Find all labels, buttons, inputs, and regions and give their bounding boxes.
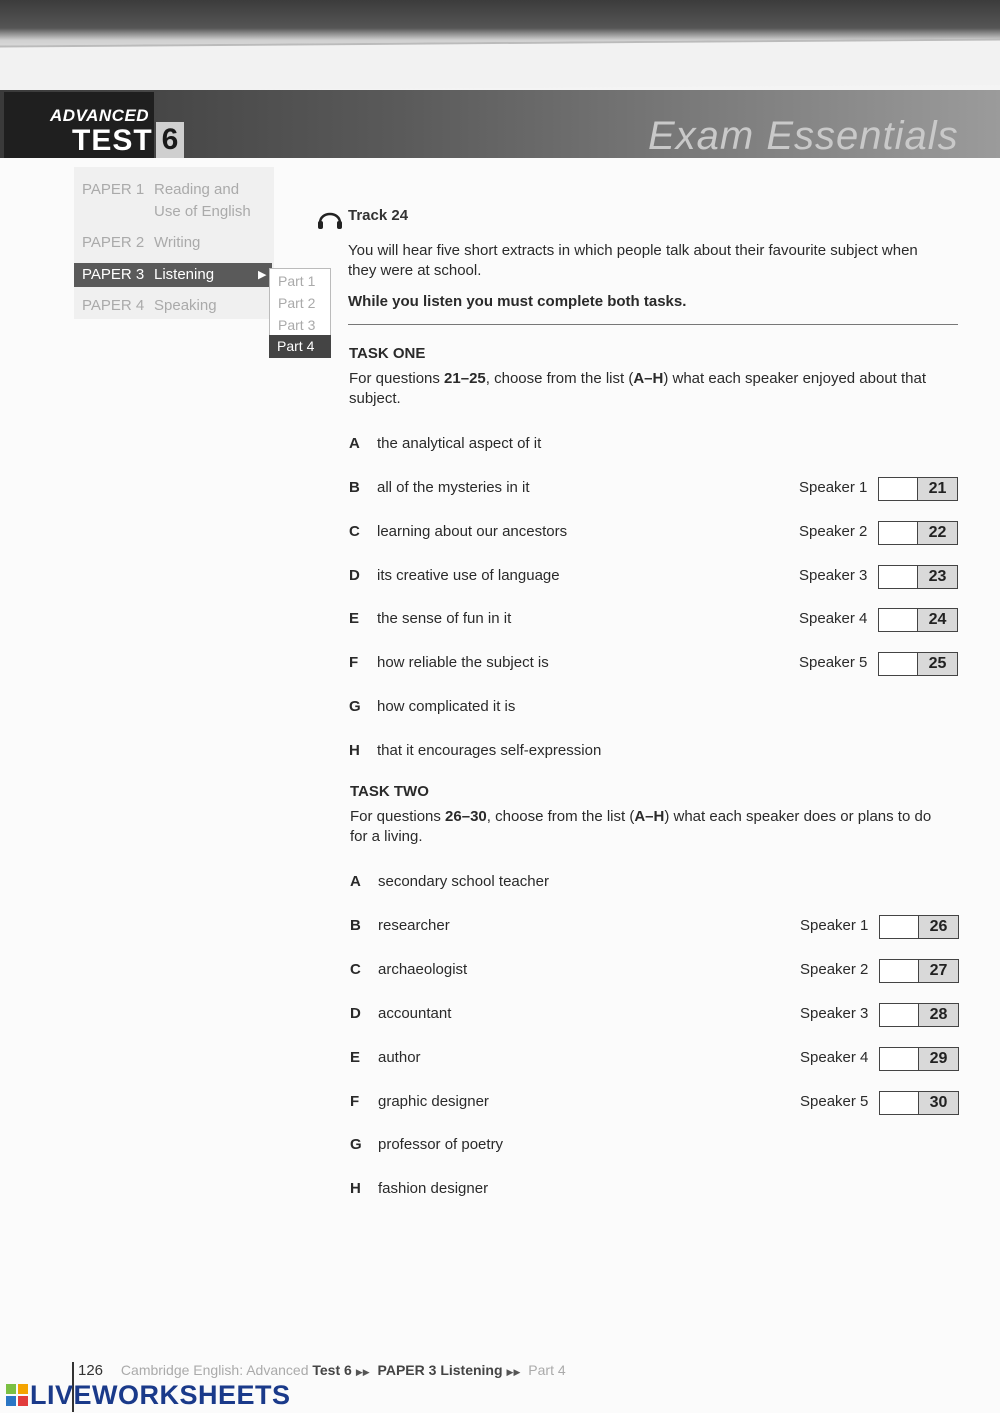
part-2-item[interactable]: Part 2 — [278, 295, 316, 311]
task-two-option-g: G professor of poetry — [350, 1136, 504, 1153]
answer-box-23[interactable]: 23 — [878, 565, 958, 589]
sidebar-item-paper1[interactable]: PAPER 1 Reading and — [82, 181, 240, 198]
task-one-title: TASK ONE — [349, 345, 426, 362]
footer-part: Part 4 — [528, 1362, 566, 1378]
sidebar-item-paper3[interactable]: PAPER 3 Listening ▶ — [74, 263, 272, 287]
task-two-speaker-1: Speaker 1 — [800, 917, 869, 934]
breadcrumb-arrow-icon: ▶▶ — [506, 1367, 521, 1377]
answer-box-22[interactable]: 22 — [878, 521, 958, 545]
answer-box-28[interactable]: 28 — [879, 1003, 959, 1027]
advanced-label: ADVANCED — [50, 106, 150, 125]
test-label-box — [4, 92, 154, 158]
paper-sidebar — [74, 167, 274, 319]
answer-box-25[interactable]: 25 — [878, 652, 958, 676]
task-one-option-f: F how reliable the subject is — [349, 654, 549, 671]
headphones-icon — [316, 205, 344, 231]
scan-fold — [0, 39, 1000, 92]
answer-box-30[interactable]: 30 — [879, 1091, 959, 1115]
footer-paper: PAPER 3 — [377, 1362, 437, 1378]
task-two-speaker-4: Speaker 4 — [800, 1049, 869, 1066]
task-two-title: TASK TWO — [350, 783, 429, 800]
answer-box-26[interactable]: 26 — [879, 915, 959, 939]
task-two-option-d: D accountant — [350, 1005, 452, 1022]
task-one-option-b: B all of the mysteries in it — [349, 479, 530, 496]
answer-box-21[interactable]: 21 — [878, 477, 958, 501]
part-1-item[interactable]: Part 1 — [278, 273, 316, 289]
task-two-speaker-5: Speaker 5 — [800, 1093, 869, 1110]
task-two-option-c: C archaeologist — [350, 961, 468, 978]
play-arrow-icon: ▶ — [258, 269, 267, 281]
task-one-option-e: E the sense of fun in it — [349, 610, 512, 627]
task-one-option-g: G how complicated it is — [349, 698, 516, 715]
part-3-item[interactable]: Part 3 — [278, 317, 316, 333]
task-one-option-c: C learning about our ancestors — [349, 523, 568, 540]
liveworksheets-logo-icon — [6, 1384, 28, 1406]
answer-box-24[interactable]: 24 — [878, 608, 958, 632]
answer-box-27[interactable]: 27 — [879, 959, 959, 983]
task-one-speaker-4: Speaker 4 — [799, 610, 868, 627]
exam-essentials-title: Exam Essentials — [648, 114, 959, 158]
sidebar-item-paper4[interactable]: PAPER 4 Speaking — [82, 297, 217, 314]
test-number: 6 — [156, 122, 184, 158]
task-one-option-h: H that it encourages self-expression — [349, 742, 602, 759]
page-number: 126 — [78, 1362, 104, 1379]
task-one-speaker-3: Speaker 3 — [799, 567, 868, 584]
answer-box-29[interactable]: 29 — [879, 1047, 959, 1071]
task-one-speaker-5: Speaker 5 — [799, 654, 868, 671]
breadcrumb-arrow-icon: ▶▶ — [355, 1367, 370, 1377]
part-4-item[interactable]: Part 4 — [269, 335, 331, 358]
task-two-speaker-2: Speaker 2 — [800, 961, 869, 978]
sidebar-item-paper2[interactable]: PAPER 2 Writing — [82, 234, 201, 251]
test-label: TEST — [72, 124, 153, 157]
divider — [348, 324, 958, 325]
task-one-option-d: D its creative use of language — [349, 567, 560, 584]
task-one-description: For questions 21–25, choose from the list (A–H) what each speaker enjoyed about that subject. — [349, 370, 927, 407]
task-two-option-e: E author — [350, 1049, 421, 1066]
intro-text: You will hear five short extracts in which people talk about their favourite subject when they were at school. — [348, 242, 918, 279]
task-two-option-h: H fashion designer — [350, 1180, 489, 1197]
footer-section: Listening — [440, 1362, 503, 1378]
task-two-description: For questions 26–30, choose from the list (A–H) what each speaker does or plans to do for a living. — [350, 808, 932, 845]
footer-test: Test 6 — [312, 1362, 352, 1378]
task-two-option-b: B researcher — [350, 917, 450, 934]
task-two-speaker-3: Speaker 3 — [800, 1005, 869, 1022]
task-two-option-f: F graphic designer — [350, 1093, 489, 1110]
task-one-speaker-1: Speaker 1 — [799, 479, 868, 496]
task-one-option-a: A the analytical aspect of it — [349, 435, 542, 452]
footer-breadcrumb — [78, 1362, 566, 1379]
sidebar-item-paper1-line2: Use of English — [154, 203, 251, 220]
book-title: Cambridge English: Advanced — [120, 1362, 309, 1378]
track-label: Track 24 — [348, 207, 409, 224]
task-two-option-a: A secondary school teacher — [350, 873, 549, 890]
instruction-text: While you listen you must complete both tasks. — [348, 293, 687, 310]
task-one-speaker-2: Speaker 2 — [799, 523, 868, 540]
liveworksheets-watermark: LIVEWORKSHEETS — [30, 1380, 291, 1410]
